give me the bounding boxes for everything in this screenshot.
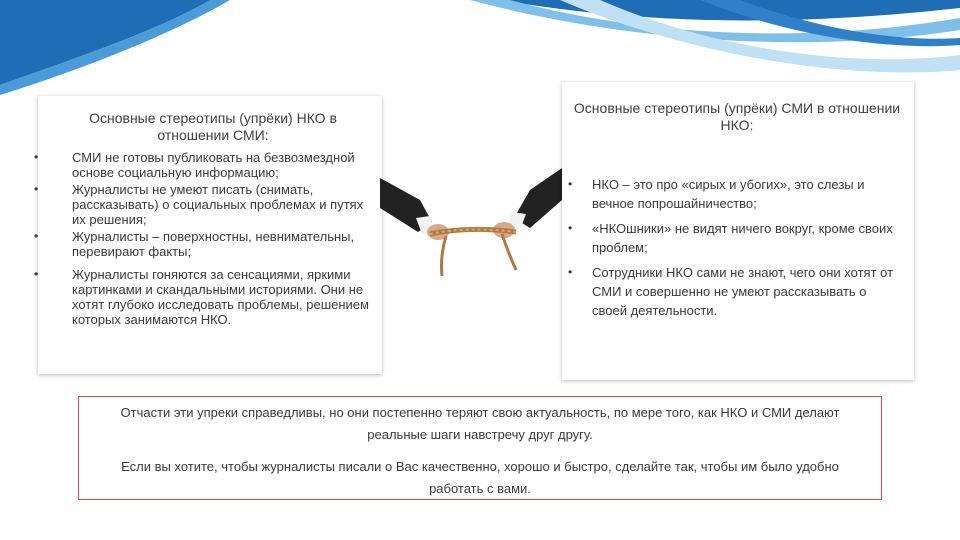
ngo-stereotypes-title: Основные стереотипы (упрёки) НКО в отношении СМИ: [89, 110, 337, 143]
list-item [568, 219, 902, 257]
bullet-icon: • [34, 229, 39, 243]
list-item [34, 150, 374, 180]
media-stereotypes-list [568, 175, 902, 326]
list-item [568, 263, 902, 320]
list-item-text: НКО – это про «сирых и убогих», это слезы и вечное попрошайничество; [592, 177, 865, 211]
media-stereotypes-card [562, 82, 914, 380]
list-item-text: Сотрудники НКО сами не знают, чего они хотят от СМИ и совершенно не умеют рассказывать о своей деятельности. [592, 265, 894, 318]
list-item-text: Журналисты гоняются за сенсациями, яркими картинками и скандальными историями. Они не хотят глубоко исследовать проблемы, решением которых занимаются НКО. [72, 267, 369, 327]
summary-paragraph-2: Если вы хотите, чтобы журналисты писали о Вас качественно, хорошо и быстро, сделайте так, чтобы им было удобно работать с вами. [121, 459, 839, 496]
list-item [34, 182, 374, 227]
bullet-icon: • [34, 182, 39, 196]
list-item-text: Журналисты не умеют писать (снимать, рассказывать) о социальных проблемах и путях их решения; [72, 182, 364, 227]
ngo-stereotypes-list [34, 150, 374, 329]
list-item-text: СМИ не готовы публиковать на безвозмездной основе социальную информацию; [72, 150, 355, 180]
bullet-icon: • [34, 267, 39, 281]
bullet-icon: • [34, 150, 39, 164]
media-stereotypes-title: Основные стереотипы (упрёки) СМИ в отношении НКО: [573, 100, 901, 133]
bullet-icon: • [568, 221, 573, 235]
summary-box [78, 396, 882, 500]
summary-paragraph-1: Отчасти эти упреки справедливы, но они постепенно теряют свою актуальность, по мере того, как НКО и СМИ делают реальные шаги навстречу друг другу. [120, 405, 840, 442]
bullet-icon: • [568, 177, 573, 191]
list-item-text: «НКОшники» не видят ничего вокруг, кроме своих проблем; [592, 221, 893, 255]
ngo-stereotypes-card [34, 96, 382, 374]
list-item-text: Журналисты – поверхностны, невнимательны, перевирают факты; [72, 229, 355, 259]
bullet-icon: • [568, 265, 573, 279]
list-item [34, 229, 374, 259]
tug-of-war-illustration [380, 160, 562, 280]
list-item [568, 175, 902, 213]
list-item [34, 267, 374, 327]
